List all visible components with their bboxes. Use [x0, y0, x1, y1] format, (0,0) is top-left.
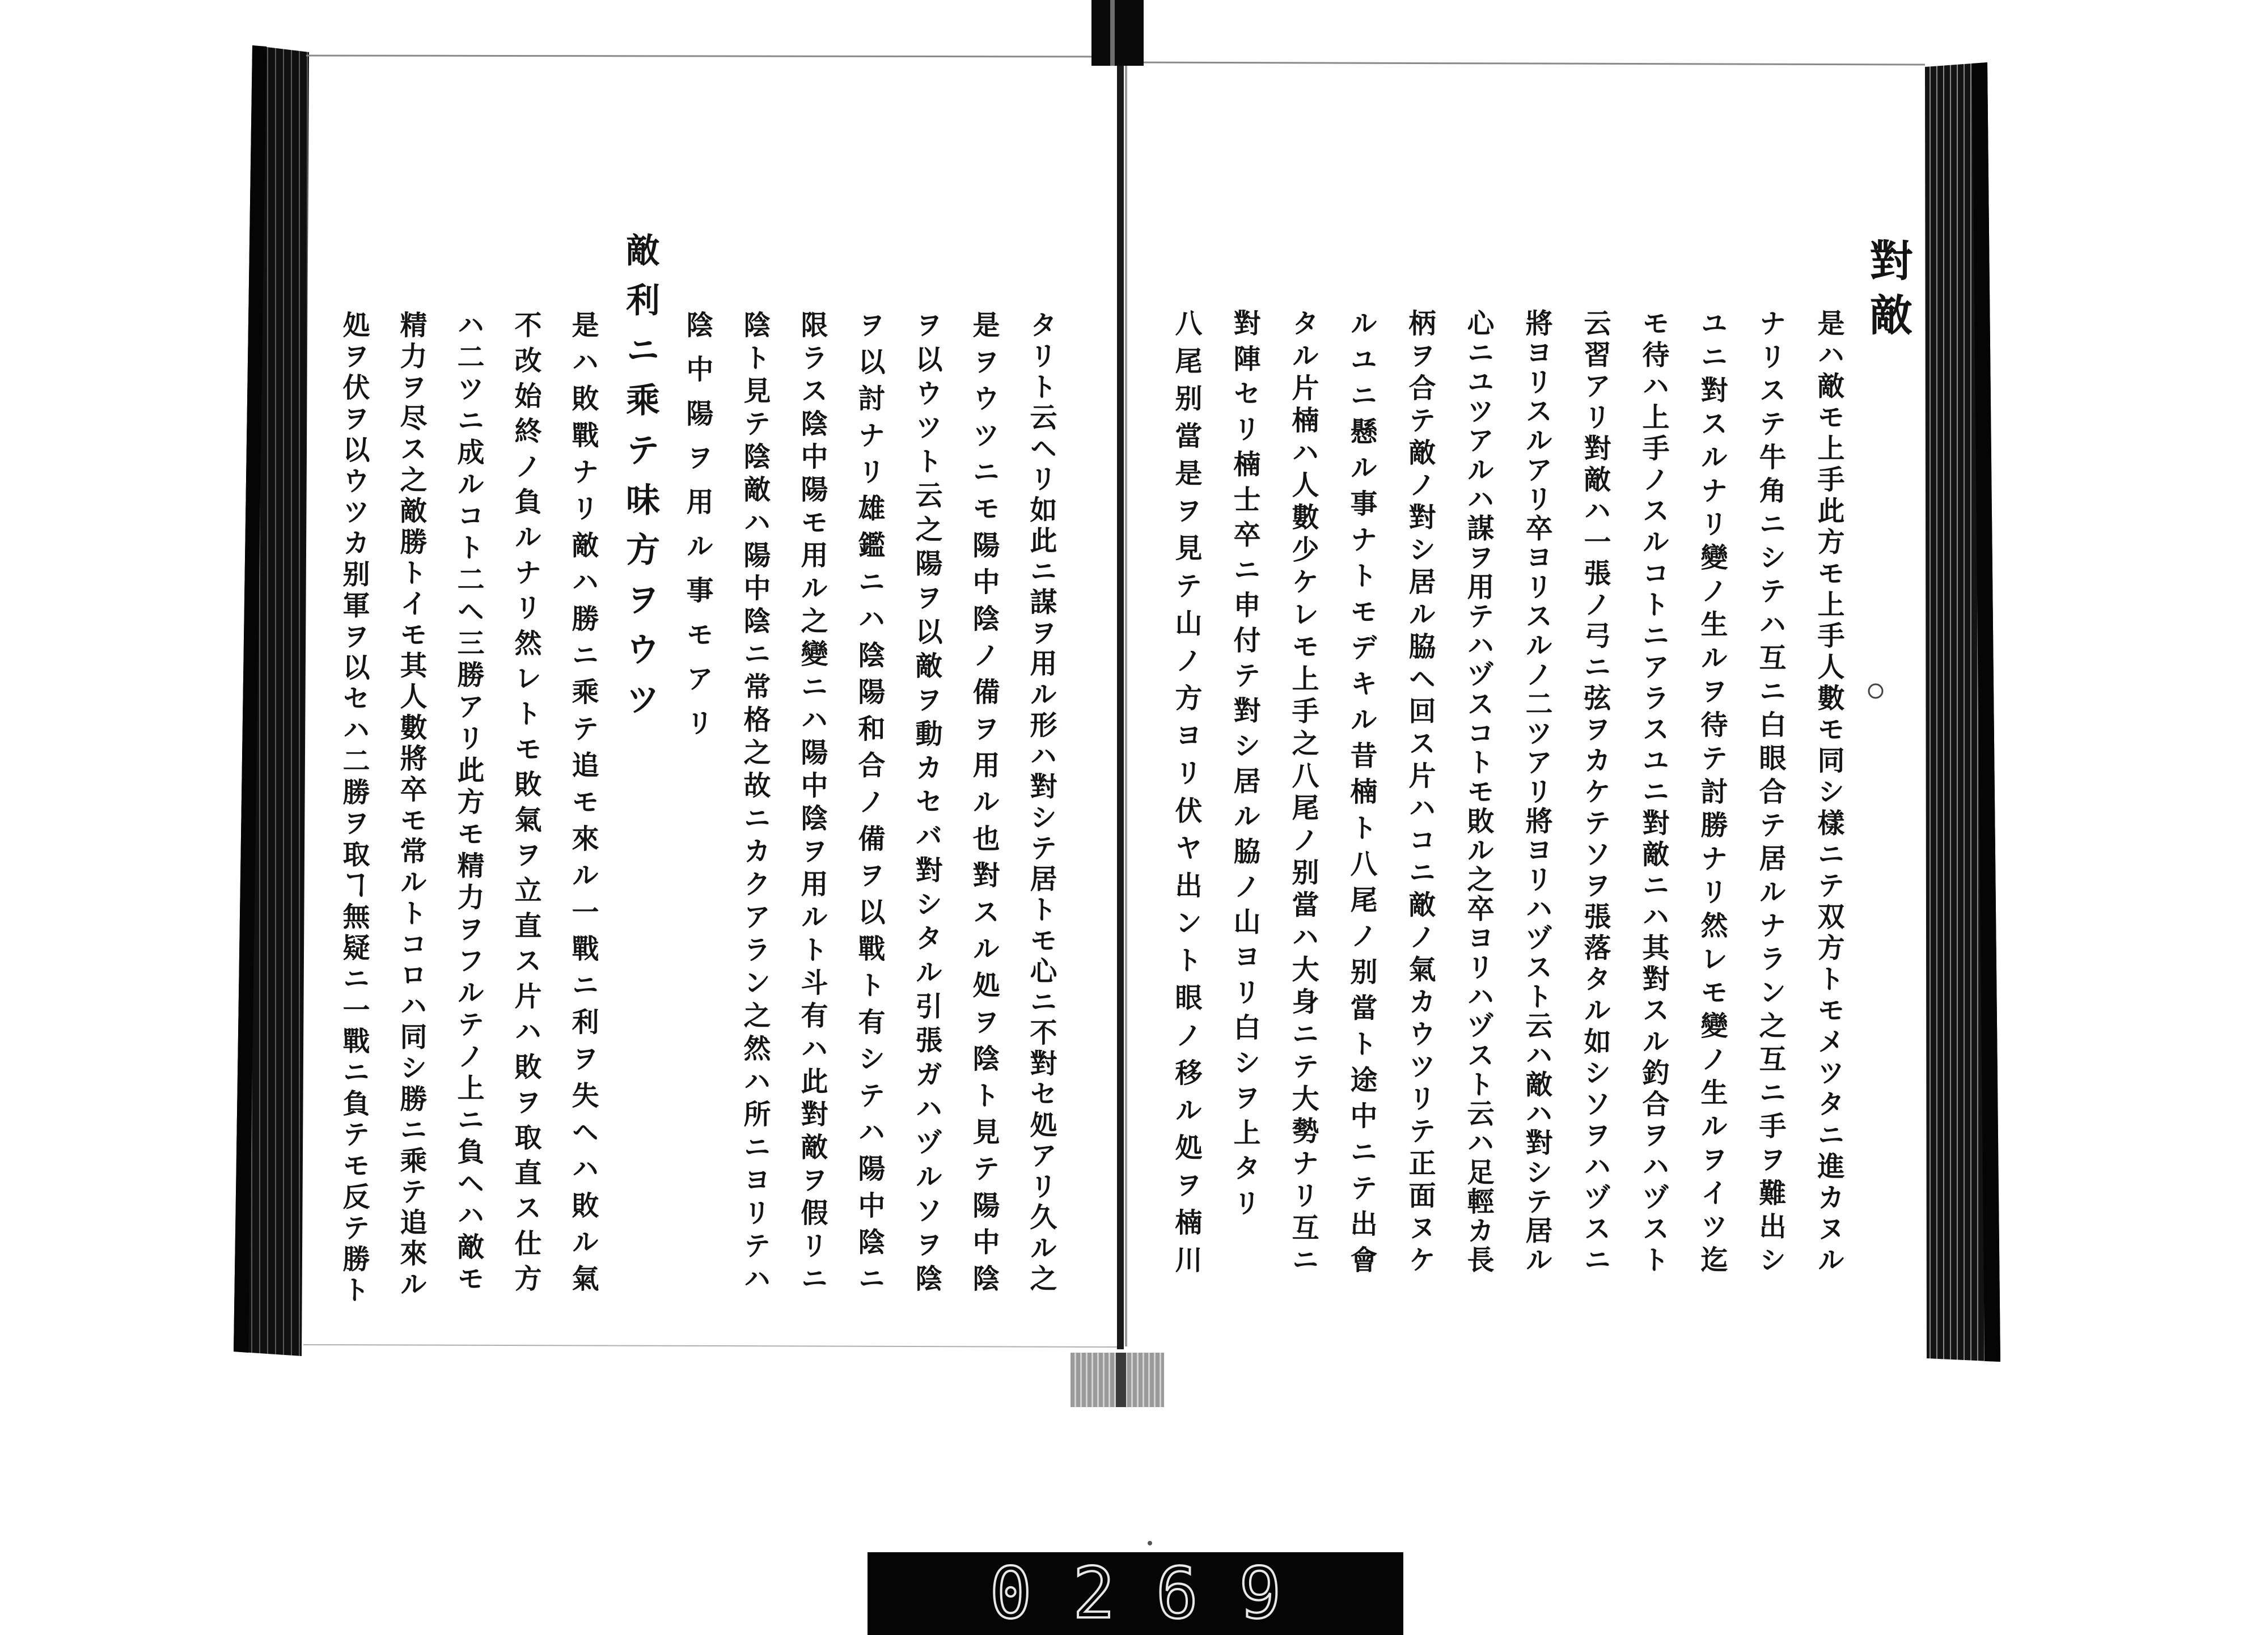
left-page-column: ハ二ツニ成ルコト二ヘ三勝アリ此方モ精力ヲフルテノ上ニ負ヘハ敵モ — [452, 311, 484, 1291]
left-page-bottom-edge — [303, 1345, 1118, 1347]
stray-ink-mark — [1869, 684, 1882, 698]
right-page-column: モ待ハ上手ノスルコトニアラスユニ對敵ニハ其對スル釣合ヲハヅスト — [1637, 309, 1669, 1273]
left-page-column: 不改始終ノ負ルナリ然レトモ敗氣ヲ立直ス片ハ敗ヲ取直ス仕方 — [510, 311, 541, 1291]
right-page-column: 柄ヲ合テ敵ノ對シ居ル脇ヘ回ス片ハコニ敵ノ氣カウツリテ正面ヌケ — [1404, 309, 1436, 1273]
left-page-column: 是ヲウツニモ陽中陰ノ備ヲ用ル也對スル処ヲ陰ト見テ陽中陰 — [968, 311, 1000, 1291]
right-page-title: 對敵 — [1863, 238, 1913, 347]
right-page-column: タル片楠ハ人數少ケレモ上手之八尾ノ别當ハ大身ニテ大勢ナリ互ニ — [1287, 309, 1319, 1273]
top-center-block-highlight — [1110, 0, 1115, 66]
right-page-column: 對陣セリ楠士卒ニ申付テ對シ居ル脇ノ山ヨリ白シヲ上タリ — [1229, 309, 1260, 1216]
left-page-section-heading: 敵利ニ乘テ味方ヲウツ — [620, 232, 660, 731]
gutter-shadow — [1125, 57, 1127, 1346]
left-page-column: ヲ以ウツト云之陽ヲ以敵ヲ動カセバ對シタル引張ガハヅルソヲ陰 — [911, 311, 942, 1291]
bottom-center-block-dark — [1116, 1353, 1126, 1407]
left-page-column: ヲ以討ナリ雄鑑ニハ陰陽和合ノ備ヲ以戰ト有シテハ陽中陰ニ — [853, 311, 885, 1291]
right-page-column: ルユニ懸ル事ナトモデキル昔楠ト八尾ノ别當ト途中ニテ出會 — [1345, 309, 1377, 1273]
right-page-column: 八尾别當是ヲ見テ山ノ方ヨリ伏ヤ出ント眼ノ移ル処ヲ楠川 — [1170, 309, 1202, 1273]
left-page-column: 精力ヲ尽ス之敵勝トイモ其人數將卒モ常ルトコロハ同シ勝ニ乘テ追來ル — [395, 311, 427, 1297]
gutter-line — [1117, 54, 1124, 1349]
left-page-column: 陰ト見テ陰敵ハ陽中陰ニ常格之故ニカクアラン之然ハ所ニヨリテハ — [739, 311, 771, 1291]
right-page-column: ナリステ牛角ニシテハ互ニ白眼合テ居ルナラン之互ニ手ヲ難出シ — [1754, 309, 1786, 1273]
left-page-top-edge — [306, 56, 1118, 57]
right-page-column: 云習アリ對敵ハ一張ノ弓ニ弦ヲカケテソヲ張落タル如シソヲハヅスニ — [1579, 309, 1611, 1273]
left-page-column: 処ヲ伏ヲ以ウツカ别軍ヲ以セハ二勝ヲ取ヿ無疑ニ一戰ニ負テモ反テ勝ト — [338, 311, 370, 1303]
top-center-block — [1091, 0, 1144, 66]
right-page-column: 心ニユツアルハ謀ヲ用テハヅスコトモ敗ル之卒ヨリハヅスト云ハ足輕カ長 — [1462, 309, 1494, 1273]
archive-number: 0269 — [989, 1553, 1322, 1634]
right-page-top-edge — [1128, 62, 1925, 65]
left-page-column: 是ハ敗戰ナリ敵ハ勝ニ乘テ追モ來ル一戰ニ利ヲ失ヘハ敗ル氣 — [567, 311, 599, 1291]
stray-ink-dot — [1148, 1541, 1152, 1545]
left-page-column: タリト云ヘリ如此ニ謀ヲ用ル形ハ對シテ居トモ心ニ不對セ処アリ久ル之 — [1025, 311, 1057, 1291]
right-page-column: ユニ對スルナリ變ノ生ルヲ待テ討勝ナリ然レモ變ノ生ルヲイツ迄 — [1696, 309, 1728, 1273]
left-page-column: 限ラス陰中陽モ用ル之變ニハ陽中陰ヲ用ルト斗有ハ此對敵ヲ假リニ — [796, 311, 828, 1291]
archive-number-label — [868, 1552, 1403, 1635]
right-page-column: 將ヨリスルアリ卒ヨリスルノ二ツアリ將ヨリハヅスト云ハ敵ハ對シテ居ル — [1521, 309, 1552, 1273]
right-page-column: 是ハ敵モ上手此方モ上手人數モ同シ樣ニテ双方トモメツタニ進カヌル — [1813, 309, 1844, 1273]
left-page-column: 陰中陽ヲ用ル事モアリ — [682, 311, 713, 753]
